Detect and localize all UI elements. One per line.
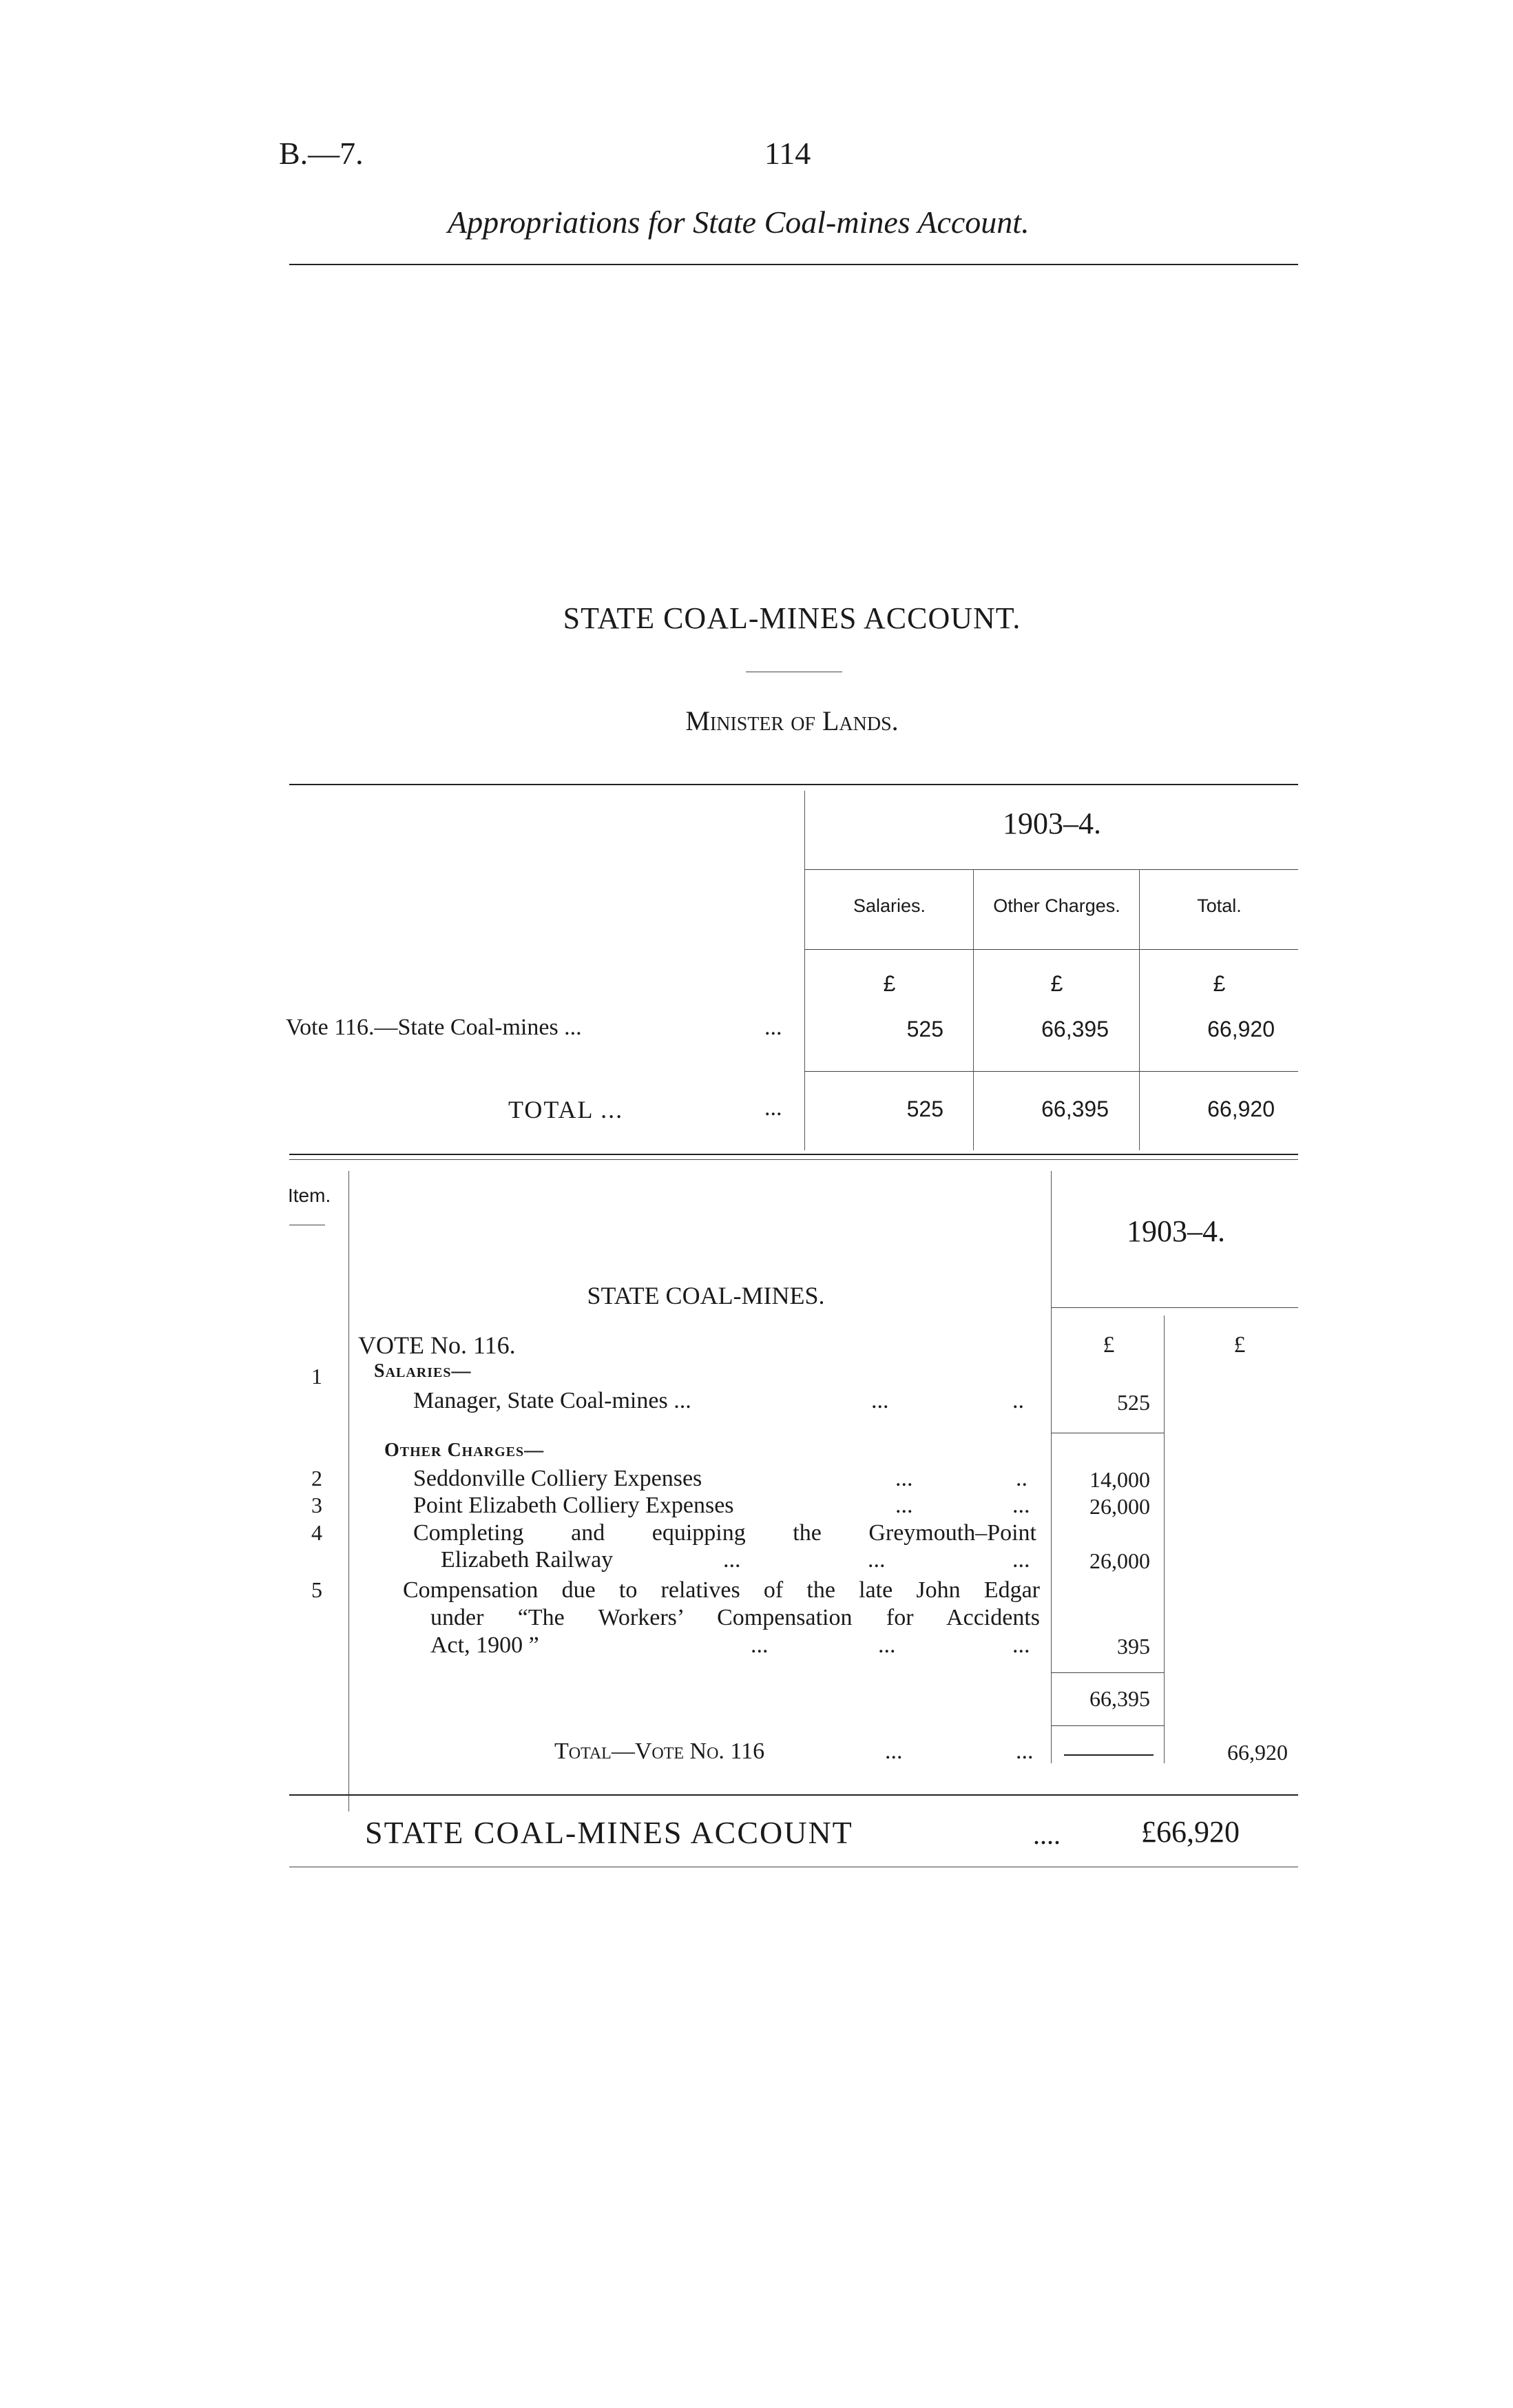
detail-currency-total: £: [1233, 1332, 1246, 1358]
header-rule: [289, 264, 1298, 265]
other-charges-subtotal: 66,395: [1089, 1686, 1150, 1711]
item-column-header: Item.: [288, 1185, 331, 1206]
summary-row-label: Vote 116.—State Coal-mines ...: [286, 1015, 582, 1040]
summary-col-total: Total.: [1197, 895, 1242, 916]
item-number: 5: [311, 1577, 322, 1602]
item-dots: ...: [868, 1547, 886, 1573]
detail-section-title: STATE COAL-MINES.: [587, 1282, 825, 1309]
item-dots: ...: [895, 1466, 913, 1491]
page-title: STATE COAL-MINES ACCOUNT.: [563, 601, 1021, 635]
item-description: Completing and equipping the Greymouth–Point: [413, 1520, 1036, 1546]
vote-total-dots: ...: [1016, 1738, 1034, 1764]
summary-currency-total: £: [1213, 971, 1226, 996]
item-description: Compensation due to relatives of the late John Edgar: [403, 1577, 1040, 1603]
item-dots: ...: [895, 1493, 913, 1518]
summary-col-salaries: Salaries.: [853, 895, 926, 916]
item-amount: 525: [1117, 1390, 1150, 1415]
item-description: Seddonville Colliery Expenses: [413, 1466, 702, 1491]
item-number: 2: [311, 1466, 322, 1491]
document-reference: B.—7.: [279, 136, 364, 171]
summary-bottom-rule-2: [289, 1159, 1298, 1160]
account-total-amount: £66,920: [1141, 1815, 1240, 1849]
detail-year-rule: [1051, 1307, 1298, 1308]
summary-row-total: 66,920: [1207, 1017, 1275, 1041]
item-description: Point Elizabeth Colliery Expenses: [413, 1493, 734, 1518]
summary-col-other-charges: Other Charges.: [993, 895, 1120, 916]
summary-head-rule: [804, 949, 1298, 950]
other-charges-subtotal-rule: [1051, 1672, 1164, 1673]
item-description-continued: under “The Workers’ Compensation for Accidents: [430, 1605, 1040, 1630]
summary-divider: [804, 791, 805, 1150]
account-total-dots: ....: [1033, 1819, 1061, 1850]
item-dots: ...: [723, 1547, 741, 1573]
summary-total-amount: 66,920: [1207, 1097, 1275, 1121]
running-title: Appropriations for State Coal-mines Account.: [448, 205, 1030, 240]
item-number: 1: [311, 1364, 322, 1389]
summary-col-divider-1: [973, 869, 974, 1150]
summary-currency-other: £: [1050, 971, 1063, 996]
summary-col-divider-2: [1139, 869, 1140, 1150]
minister-heading: Minister of Lands.: [685, 705, 899, 736]
detail-currency-items: £: [1103, 1332, 1115, 1358]
summary-total-rule: [804, 1071, 1298, 1072]
account-total-label: STATE COAL-MINES ACCOUNT: [365, 1815, 853, 1850]
item-description: Manager, State Coal-mines ...: [413, 1388, 691, 1413]
vote-total-dash: [1064, 1754, 1154, 1756]
item-dots: ...: [751, 1632, 769, 1658]
item-number: 4: [311, 1520, 322, 1545]
summary-row-other: 66,395: [1041, 1017, 1109, 1041]
item-description-continued: Act, 1900 ”: [430, 1632, 539, 1658]
vote-heading: VOTE No. 116.: [358, 1331, 516, 1359]
item-dots: ...: [1012, 1493, 1030, 1518]
item-dots: ...: [1012, 1632, 1030, 1658]
item-amount: 395: [1117, 1634, 1150, 1659]
summary-total-other: 66,395: [1041, 1097, 1109, 1121]
vote-total-dots: ...: [885, 1738, 903, 1764]
summary-total-salaries: 525: [906, 1097, 943, 1121]
summary-currency-salaries: £: [883, 971, 896, 996]
detail-item-divider: [348, 1171, 349, 1812]
item-description-continued: Elizabeth Railway: [441, 1547, 614, 1573]
vote-subtotal-rule: [1051, 1725, 1164, 1726]
detail-text-divider: [1051, 1171, 1052, 1763]
summary-year: 1903–4.: [1003, 807, 1101, 840]
summary-row-salaries: 525: [906, 1017, 943, 1041]
vote-total-label: Total—Vote No. 116: [554, 1738, 765, 1764]
item-number: 3: [311, 1493, 322, 1517]
summary-year-rule: [804, 869, 1298, 870]
page-number: 114: [764, 136, 811, 171]
summary-total-dots: ...: [764, 1095, 782, 1121]
item-dots: ..: [1012, 1388, 1024, 1413]
summary-top-rule: [289, 784, 1298, 785]
vote-total-amount: 66,920: [1227, 1740, 1288, 1765]
item-dots: ...: [1012, 1547, 1030, 1573]
salaries-heading: Salaries—: [374, 1360, 472, 1382]
item-amount: 26,000: [1089, 1494, 1150, 1519]
detail-amount-divider: [1164, 1316, 1165, 1763]
item-amount: 14,000: [1089, 1467, 1150, 1492]
summary-bottom-rule: [289, 1154, 1298, 1155]
summary-total-label: TOTAL ...: [508, 1096, 624, 1123]
other-charges-heading: Other Charges—: [384, 1440, 545, 1461]
item-dots: ..: [1016, 1466, 1027, 1491]
item-dots: ...: [878, 1632, 896, 1658]
item-dots: ...: [871, 1388, 889, 1413]
summary-row-dots: ...: [764, 1015, 782, 1040]
detail-bottom-rule: [289, 1794, 1298, 1796]
detail-year: 1903–4.: [1127, 1214, 1225, 1248]
item-amount: 26,000: [1089, 1548, 1150, 1573]
